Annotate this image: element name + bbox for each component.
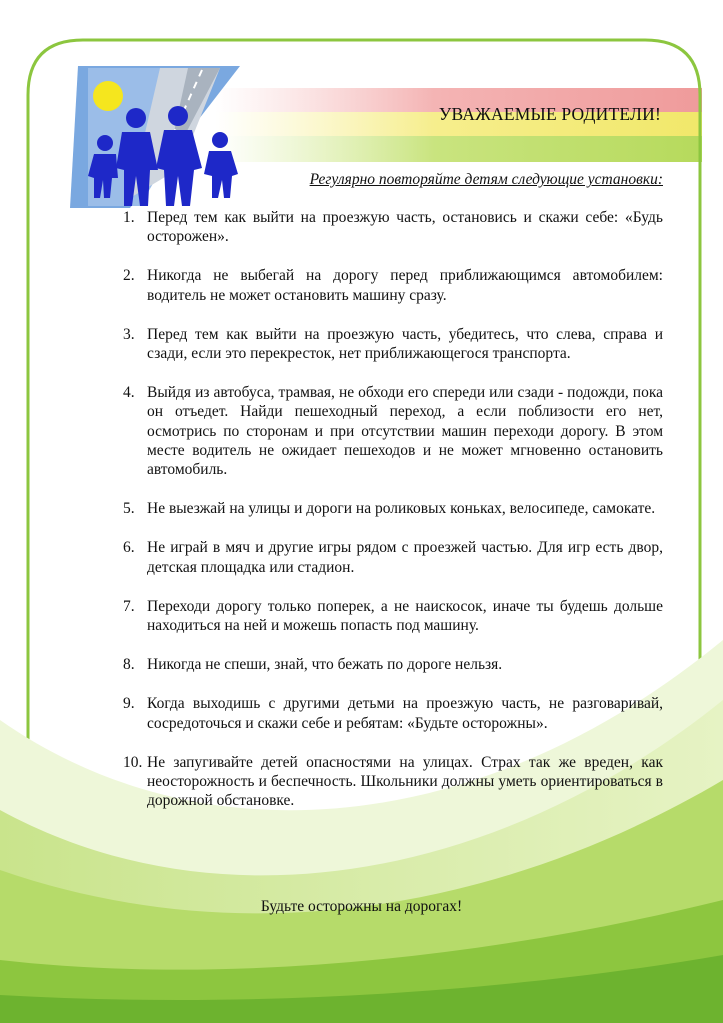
list-item: [123, 694, 663, 732]
list-item-text: Не запугивайте детей опасностями на улицах. Страх так же вреден, как неосторожность и беспечность. Школьники должны уметь ориентироваться в дорожной обстановке.: [147, 753, 663, 810]
list-item-number: 7.: [123, 597, 135, 615]
page-subtitle: Регулярно повторяйте детям следующие установки:: [309, 171, 663, 188]
list-item-number: 10.: [123, 753, 143, 771]
list-item: [123, 655, 663, 674]
closing-note: Будьте осторожны на дорогах!: [260, 898, 463, 915]
list-item: [123, 266, 663, 304]
list-item-text: Не выезжай на улицы и дороги на роликовых коньках, велосипеде, самокате.: [147, 500, 656, 518]
list-item-text: Выйдя из автобуса, трамвая, не обходи его спереди или сзади - подожди, пока он отъедет. Найди пешеходный переход, а если поблизости его нет, осмотрись по сторонам и при отсутствии машин переходи дорогу. В этом месте водитель не ожидает пешеходов и не может мгновенно остановить автомобиль.: [147, 384, 663, 479]
list-item: [123, 499, 663, 518]
sun-icon: [93, 81, 123, 111]
list-item-number: 4.: [123, 384, 135, 402]
list-item-text: Никогда не выбегай на дорогу перед приближающимся автомобилем: водитель не может остановить машину сразу.: [147, 267, 663, 304]
page-title: УВАЖАЕМЫЕ РОДИТЕЛИ!: [438, 104, 661, 124]
header-stripe-green: [215, 136, 702, 162]
list-item-text: Не играй в мяч и другие игры рядом с проезжей частью. Для игр есть двор, детская площадка или стадион.: [147, 539, 663, 576]
list-item: [123, 538, 663, 576]
family-walking-logo-icon: [70, 58, 245, 208]
list-item-text: Когда выходишь с другими детьми на проезжую часть, не разговаривай, сосредоточься и скажи себе и ребятам: «Будьте осторожны».: [147, 695, 663, 732]
list-item: [123, 597, 663, 635]
list-item-text: Перед тем как выйти на проезжую часть, убедитесь, что слева, справа и сзади, если это перекресток, нет приближающегося транспорта.: [147, 325, 663, 363]
list-item-number: 9.: [123, 695, 135, 713]
list-item-text: Перед тем как выйти на проезжую часть, остановись и скажи себе: «Будь осторожен».: [147, 209, 663, 246]
rules-list: [123, 208, 663, 830]
list-item-number: 5.: [123, 500, 135, 518]
list-item: [123, 383, 663, 479]
list-item: [123, 208, 663, 246]
list-item-number: 2.: [123, 267, 135, 285]
list-item: [123, 753, 663, 811]
list-item: [123, 325, 663, 363]
list-item-number: 1.: [123, 209, 135, 226]
list-item-text: Переходи дорогу только поперек, а не наискосок, иначе ты будешь дольше находиться на ней и можешь попасть под машину.: [147, 597, 663, 635]
list-item-number: 3.: [123, 325, 135, 343]
list-item-number: 6.: [123, 539, 135, 557]
list-item-text: Никогда не спеши, знай, что бежать по дороге нельзя.: [147, 656, 503, 674]
list-item-number: 8.: [123, 656, 135, 674]
